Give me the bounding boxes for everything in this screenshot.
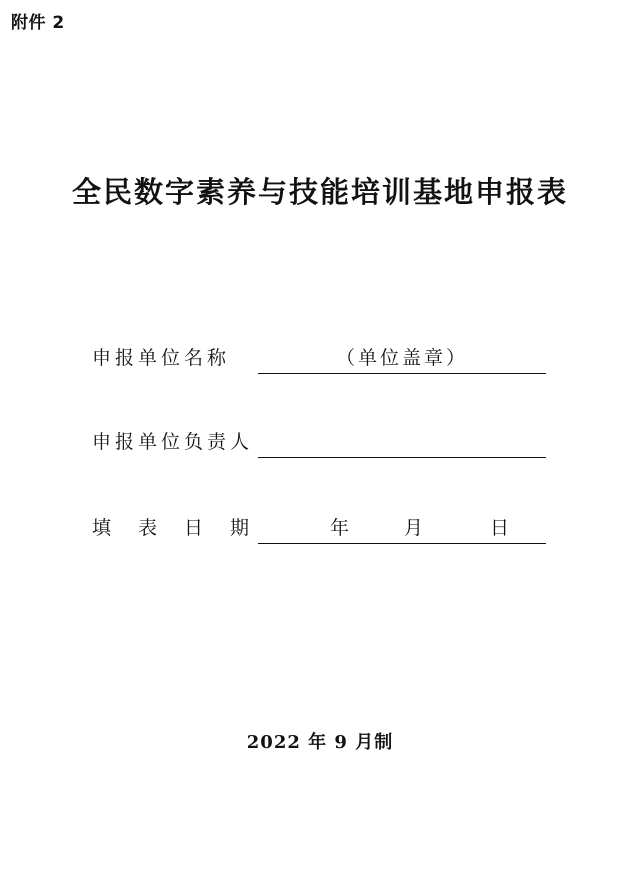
attachment-label: 附件 2 (11, 13, 65, 33)
fill-date-line[interactable] (258, 517, 546, 544)
month-label: 月 (404, 517, 427, 539)
unit-stamp-note: （单位盖章） (336, 347, 469, 369)
document-title: 全民数字素养与技能培训基地申报表 (71, 175, 568, 209)
fill-date-label: 填表日期 (92, 517, 277, 539)
year-label: 年 (330, 517, 353, 539)
unit-head-label: 申报单位负责人 (92, 431, 254, 453)
unit-name-line[interactable] (258, 347, 546, 374)
day-label: 日 (490, 517, 513, 539)
unit-head-line[interactable] (258, 431, 546, 458)
unit-name-label: 申报单位名称 (92, 347, 231, 369)
unit-name-field[interactable] (92, 342, 552, 374)
fill-date-field[interactable] (92, 512, 552, 544)
unit-head-field[interactable] (92, 426, 552, 458)
footer-date: 2022 年 9 月制 (246, 732, 394, 753)
